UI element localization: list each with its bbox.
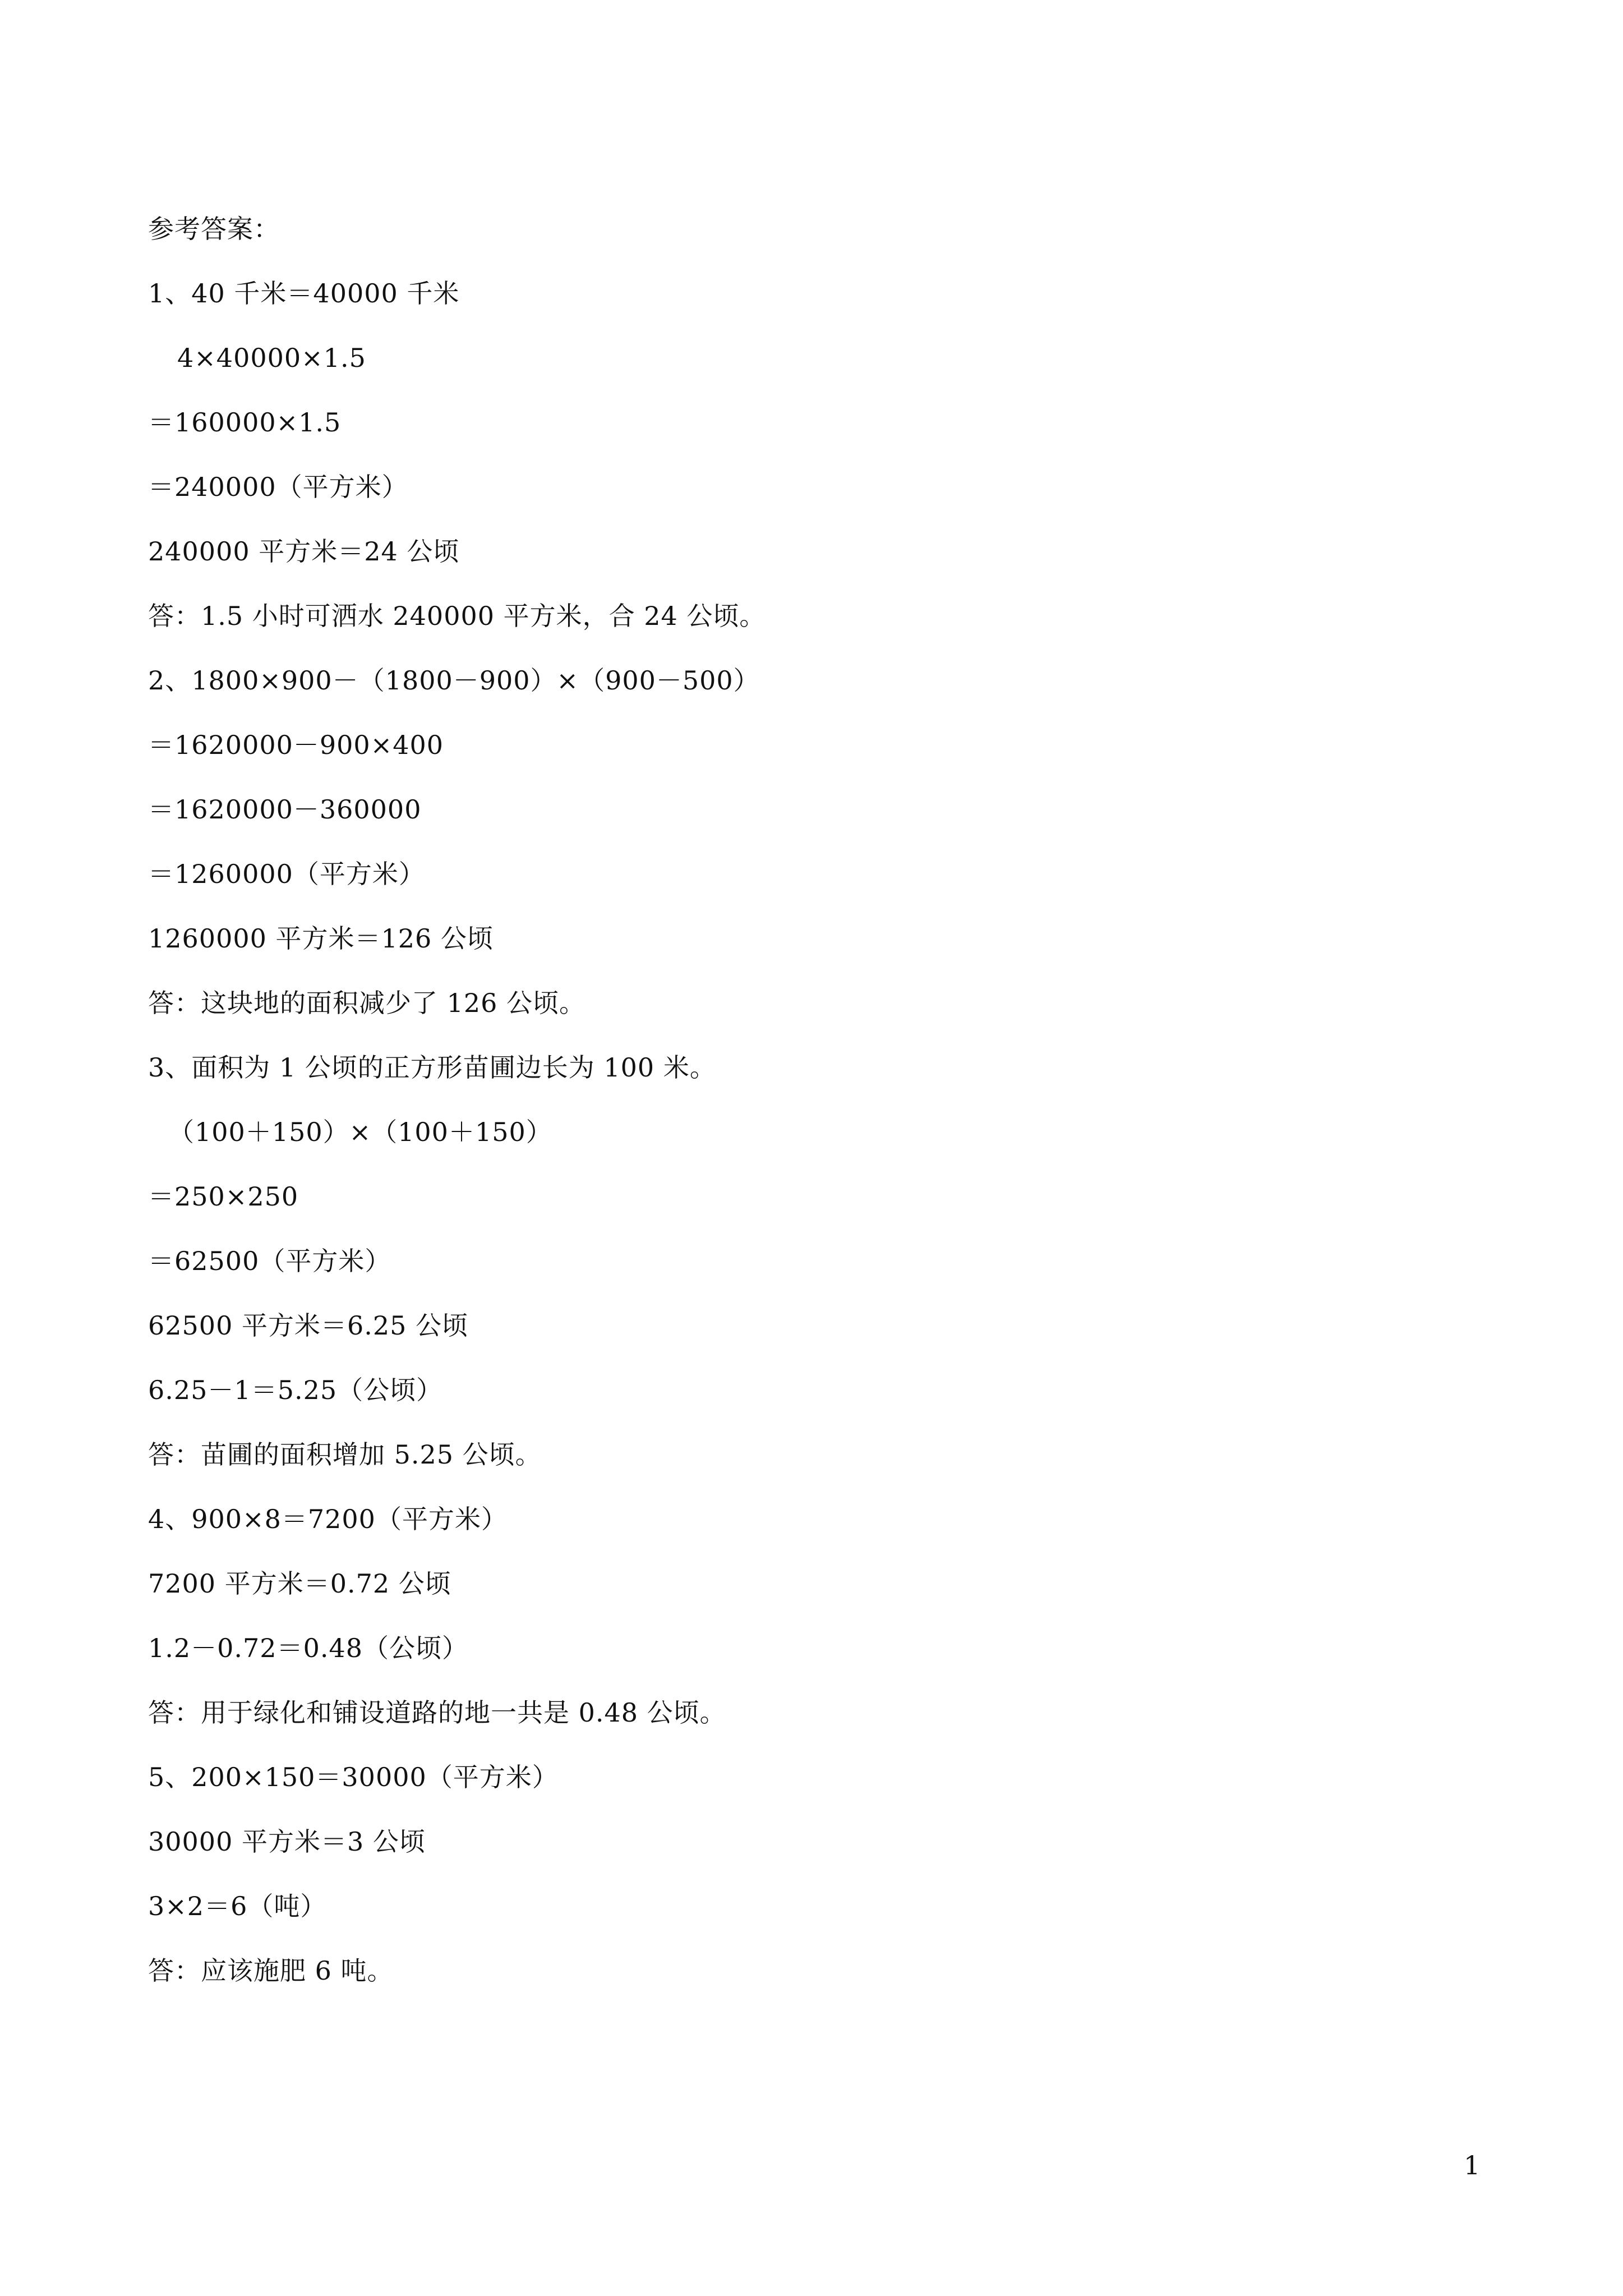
answer-1-line-6: 答：1.5 小时可洒水 240000 平方米，合 24 公顷。 xyxy=(148,601,766,631)
answer-4-line-2: 7200 平方米＝0.72 公顷 xyxy=(148,1568,451,1599)
answer-3-line-5: 62500 平方米＝6.25 公顷 xyxy=(148,1310,468,1341)
answer-2-line-3: ＝1620000－360000 xyxy=(148,794,422,825)
answer-5-line-2: 30000 平方米＝3 公顷 xyxy=(148,1826,426,1857)
answer-3-line-2: （100＋150）×（100＋150） xyxy=(168,1117,552,1147)
answer-1-line-3: ＝160000×1.5 xyxy=(148,407,342,438)
answer-2-line-5: 1260000 平方米＝126 公顷 xyxy=(148,923,494,954)
answer-4-line-4: 答：用于绿化和铺设道路的地一共是 0.48 公顷。 xyxy=(148,1697,726,1728)
answer-5-line-1: 5、200×150＝30000（平方米） xyxy=(148,1762,559,1792)
answer-1-line-2: 4×40000×1.5 xyxy=(177,343,366,373)
answer-1-line-1: 1、40 千米＝40000 千米 xyxy=(148,278,460,309)
answer-5-line-4: 答：应该施肥 6 吨。 xyxy=(148,1955,394,1986)
answer-2-line-6: 答：这块地的面积减少了 126 公顷。 xyxy=(148,988,586,1018)
answer-1-line-4: ＝240000（平方米） xyxy=(148,472,408,502)
answer-3-line-6: 6.25－1＝5.25（公顷） xyxy=(148,1375,443,1405)
page-number: 1 xyxy=(1464,2150,1481,2180)
answer-1-line-5: 240000 平方米＝24 公顷 xyxy=(148,536,460,567)
answer-3-line-7: 答：苗圃的面积增加 5.25 公顷。 xyxy=(148,1439,542,1470)
answer-3-line-1: 3、面积为 1 公顷的正方形苗圃边长为 100 米。 xyxy=(148,1052,716,1083)
answer-4-line-3: 1.2－0.72＝0.48（公顷） xyxy=(148,1633,468,1663)
answer-5-line-3: 3×2＝6（吨） xyxy=(148,1891,327,1921)
answer-2-line-1: 2、1800×900－（1800－900）×（900－500） xyxy=(148,665,760,696)
answer-3-line-4: ＝62500（平方米） xyxy=(148,1246,391,1276)
answer-3-line-3: ＝250×250 xyxy=(148,1181,299,1212)
answer-2-line-4: ＝1260000（平方米） xyxy=(148,859,425,889)
answers-heading: 参考答案： xyxy=(148,214,280,244)
answer-2-line-2: ＝1620000－900×400 xyxy=(148,730,444,760)
answer-4-line-1: 4、900×8＝7200（平方米） xyxy=(148,1504,508,1534)
